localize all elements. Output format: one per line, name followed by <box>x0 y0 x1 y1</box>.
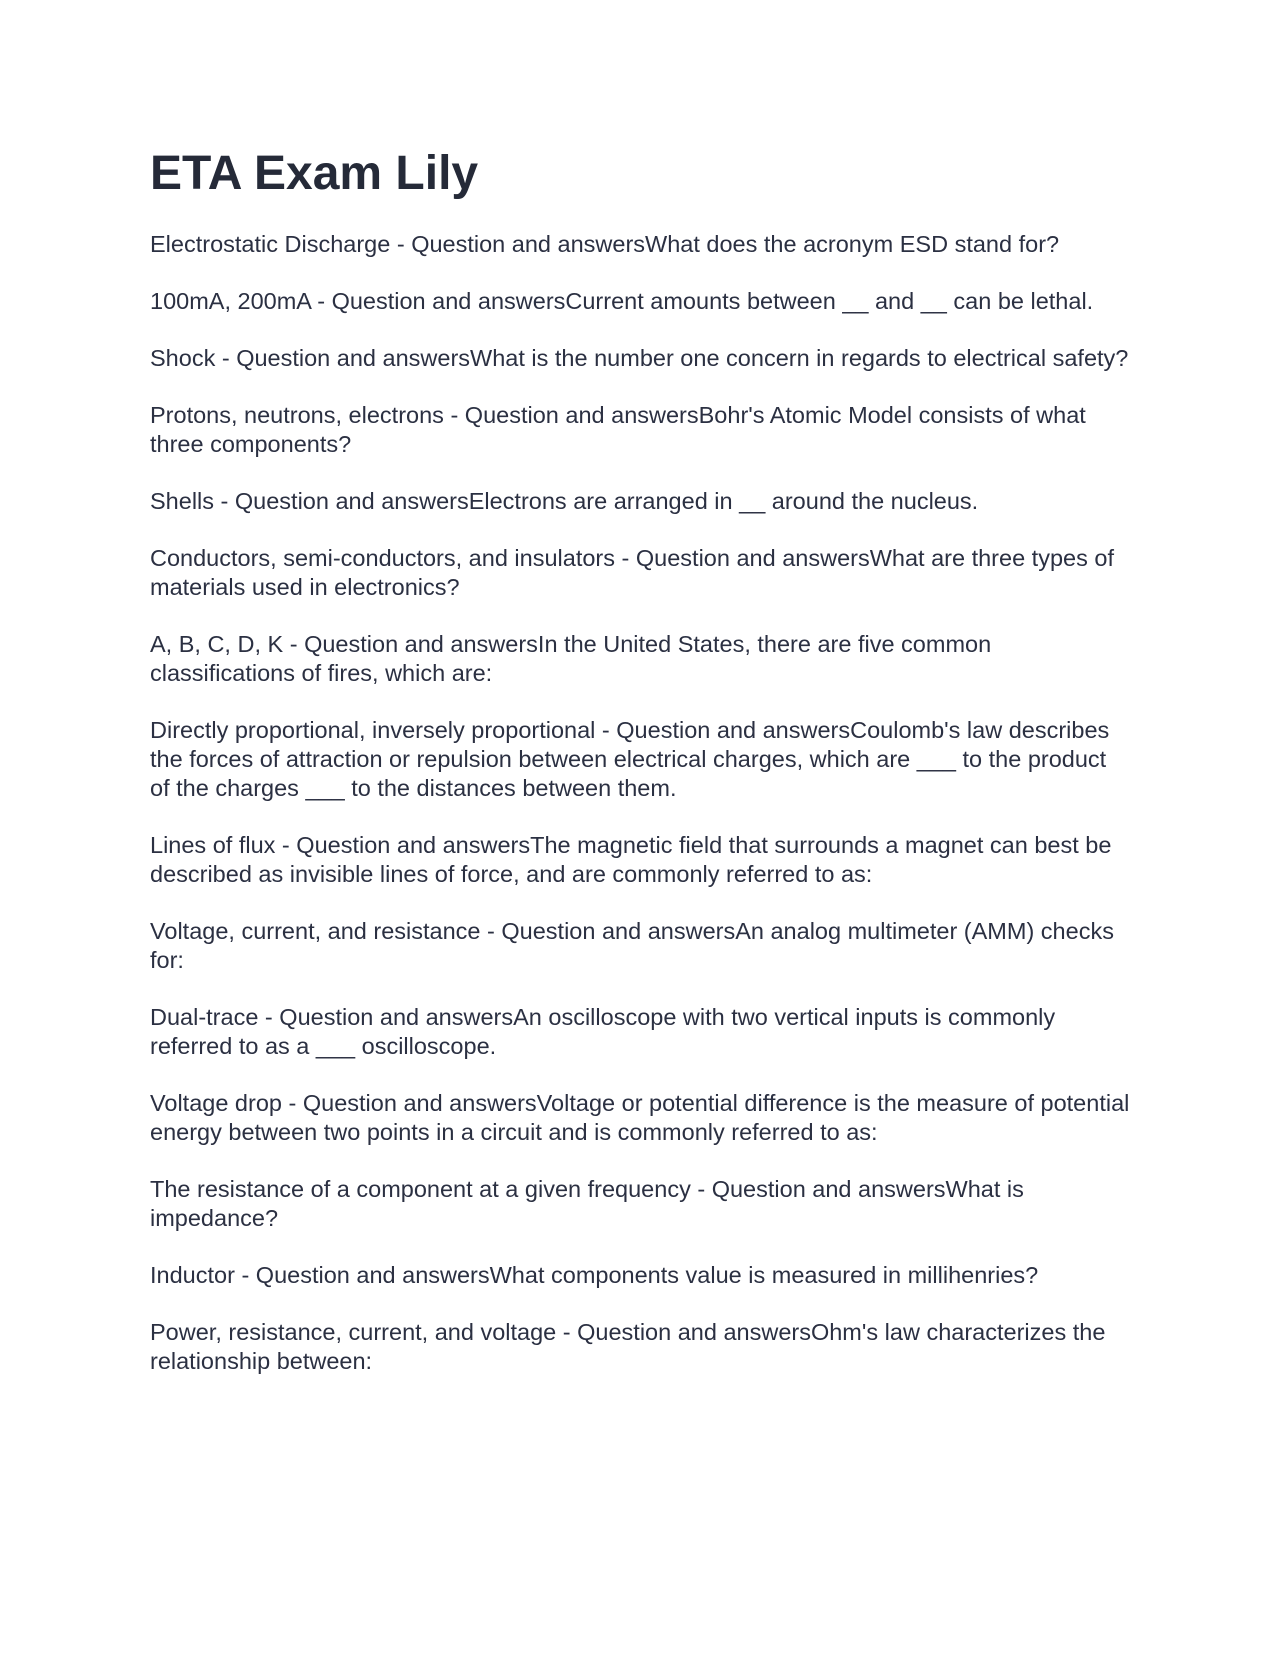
qa-item: Directly proportional, inversely proportional - Question and answersCoulomb's law describes the forces of attraction or repulsion between electrical charges, which are ___ to the product of the charges ___ to the distances between them. <box>150 717 1110 801</box>
qa-item: Electrostatic Discharge - Question and answersWhat does the acronym ESD stand for? <box>150 231 1060 257</box>
qa-list <box>150 230 1130 1376</box>
qa-item: Inductor - Question and answersWhat components value is measured in millihenries? <box>150 1262 1039 1288</box>
qa-item: Lines of flux - Question and answersThe magnetic field that surrounds a magnet can best be described as invisible lines of force, and are commonly referred to as: <box>150 832 1112 887</box>
qa-item: Dual-trace - Question and answersAn oscilloscope with two vertical inputs is commonly referred to as a ___ oscilloscope. <box>150 1004 1056 1059</box>
qa-item: Shock - Question and answersWhat is the number one concern in regards to electrical safety? <box>150 345 1129 371</box>
qa-item: Protons, neutrons, electrons - Question and answersBohr's Atomic Model consists of what three components? <box>150 402 1086 457</box>
qa-item: Conductors, semi-conductors, and insulators - Question and answersWhat are three types of materials used in electronics? <box>150 545 1114 600</box>
qa-item: Shells - Question and answersElectrons are arranged in __ around the nucleus. <box>150 488 979 514</box>
qa-item: Voltage drop - Question and answersVoltage or potential difference is the measure of potential energy between two points in a circuit and is commonly referred to as: <box>150 1090 1130 1145</box>
qa-item: A, B, C, D, K - Question and answersIn the United States, there are five common classifications of fires, which are: <box>150 631 992 686</box>
document-page <box>150 147 1130 1404</box>
qa-item: Power, resistance, current, and voltage - Question and answersOhm's law characterizes the relationship between: <box>150 1319 1106 1374</box>
qa-item: Voltage, current, and resistance - Question and answersAn analog multimeter (AMM) checks for: <box>150 918 1114 973</box>
qa-item: The resistance of a component at a given frequency - Question and answersWhat is impedance? <box>150 1176 1024 1231</box>
document-title: ETA Exam Lily <box>150 147 479 200</box>
qa-item: 100mA, 200mA - Question and answersCurrent amounts between __ and __ can be lethal. <box>150 288 1094 314</box>
